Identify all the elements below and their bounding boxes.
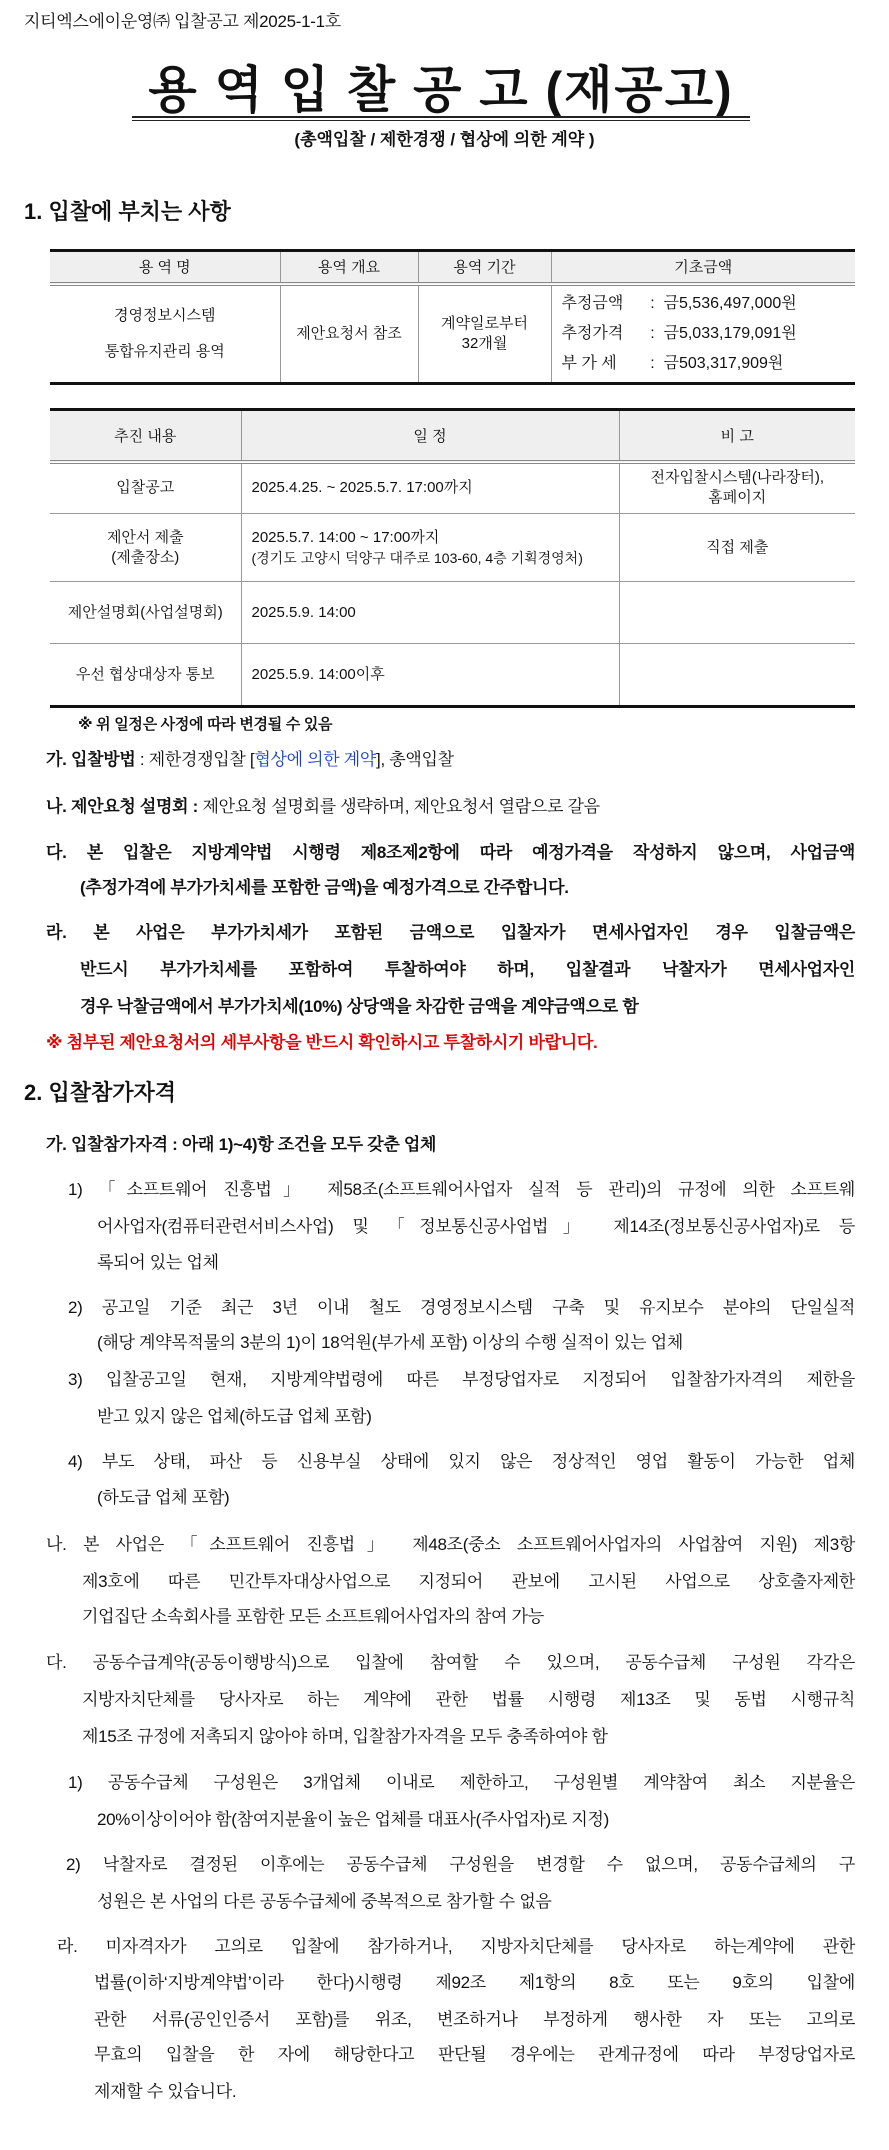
paragraph-line: 2) 낙찰자로 결정된 이후에는 공동수급체 구성원을 변경할 수 없으며, 공동수급체의 구 <box>66 1855 855 1874</box>
bid-method-text: ], 총액입찰 <box>376 750 454 769</box>
period-line: 계약일로부터 <box>441 314 528 332</box>
fee-label: 추정금액 <box>561 294 624 312</box>
paragraph-line: 2) 공고일 기준 최근 3년 이내 철도 경영정보시스템 구축 및 유지보수 분야의 단일실적 <box>68 1298 855 1317</box>
proposal-briefing <box>46 795 600 819</box>
col-header-period: 용역 기간 <box>418 251 551 284</box>
fee-label: 부 가 세 <box>561 354 617 372</box>
paragraph-line: 나. 본 사업은 「소프트웨어 진흥법」 제48조(중소 소프트웨어사업자의 사업참여 지원) 제3항 <box>46 1535 855 1554</box>
paragraph-line: 3) 입찰공고일 현재, 지방계약법령에 따른 부정당업자로 지정되어 입찰참가자격의 제한을 <box>68 1370 855 1389</box>
bid-method-label: 가. 입찰방법 <box>46 750 136 769</box>
paragraph-line: (하도급 업체 포함) <box>97 1488 230 1507</box>
service-name-line: 통합유지관리 용역 <box>104 342 225 360</box>
fee-value: 금5,033,179,091원 <box>663 324 797 342</box>
fee-row-estimated-amount <box>562 289 856 319</box>
period-cell <box>418 284 551 384</box>
remarks-cell <box>619 644 855 707</box>
col-header-base-amount: 기초금액 <box>551 251 855 284</box>
paragraph-line: (해당 계약목적물의 3분의 1)이 18억원(부가세 포함) 이상의 수행 실적이 있는 업체 <box>97 1333 683 1352</box>
remarks-line: 홈페이지 <box>708 489 767 507</box>
bid-method <box>46 748 454 772</box>
fee-value: 금5,536,497,000원 <box>663 294 797 312</box>
schedule-cell: 2025.4.25. ~ 2025.5.7. 17:00까지 <box>241 462 619 514</box>
proposal-briefing-text: 제안요청 설명회를 생략하며, 제안요청서 열람으로 갈음 <box>198 797 600 816</box>
paragraph-line: 다. 본 입찰은 지방계약법 시행령 제8조제2항에 따라 예정가격을 작성하지 않으며, 사업금액 <box>46 843 855 862</box>
schedule-line: 2025.5.7. 14:00 ~ 17:00까지 <box>251 528 440 546</box>
page-subtitle: (총액입찰 / 제한경쟁 / 협상에 의한 계약 ) <box>294 130 595 149</box>
paragraph-line: 1) 공동수급체 구성원은 3개업체 이내로 제한하고, 구성원별 계약참여 최소 지분율은 <box>68 1773 855 1792</box>
table-row <box>50 582 855 644</box>
paragraph-line: (추정가격에 부가가치세를 포함한 금액)을 예정가격으로 간주합니다. <box>80 878 569 897</box>
paragraph-line: 다. 공동수급계약(공동이행방식)으로 입찰에 참여할 수 있으며, 공동수급체 구성원 각각은 <box>46 1653 855 1672</box>
paragraph-line: 제3호에 따른 민간투자대상사업으로 지정되어 관보에 고시된 사업으로 상호출자제한 <box>82 1572 855 1591</box>
base-amount-cell <box>551 284 855 384</box>
paragraph-line: 록되어 있는 업체 <box>97 1253 219 1272</box>
paragraph-line: 제15조 규정에 저촉되지 않아야 하며, 입찰참가자격을 모두 충족하여야 함 <box>82 1727 608 1746</box>
section2-heading: 2. 입찰참가자격 <box>24 1080 176 1105</box>
paragraph-line: 무효의 입찰을 한 자에 해당한다고 판단될 경우에는 관계규정에 따라 부정당업자로 <box>94 2045 855 2064</box>
period-line: 32개월 <box>461 334 508 352</box>
paragraph-line: 제재할 수 있습니다. <box>94 2082 237 2101</box>
remarks-cell <box>619 582 855 644</box>
table-row <box>50 644 855 707</box>
remarks-line: 전자입찰시스템(나라장터), <box>650 469 825 487</box>
col-header-name: 용 역 명 <box>50 251 280 284</box>
service-name-line: 경영정보시스템 <box>114 306 216 324</box>
paragraph-line: 관한 서류(공인인증서 포함)를 위조, 변조하거나 부정하게 행사한 자 또는 고의로 <box>94 2010 855 2029</box>
notice-number: 지티엑스에이운영㈜ 입찰공고 제2025-1-1호 <box>24 12 341 31</box>
col-header-task: 추진 내용 <box>50 410 241 462</box>
fee-label: 추정가격 <box>561 324 624 342</box>
schedule-table <box>50 408 855 708</box>
paragraph-line: 받고 있지 않은 업체(하도급 업체 포함) <box>97 1407 372 1426</box>
bid-method-text: : 제한경쟁입찰 [ <box>135 750 255 769</box>
schedule-line: (경기도 고양시 덕양구 대주로 103-60, 4층 기획경영처) <box>251 549 583 566</box>
task-cell <box>50 514 241 582</box>
paragraph-line: 경우 낙찰금액에서 부가가치세(10%) 상당액을 차감한 금액을 계약금액으로 함 <box>80 997 639 1016</box>
paragraph-line: 성원은 본 사업의 다른 공동수급체에 중복적으로 참가할 수 없음 <box>97 1892 552 1911</box>
service-name-cell <box>50 284 280 384</box>
col-header-remarks: 비 고 <box>619 410 855 462</box>
task-cell: 우선 협상대상자 통보 <box>50 644 241 707</box>
fee-colon: : <box>650 324 655 342</box>
col-header-overview: 용역 개요 <box>280 251 418 284</box>
remarks-cell: 직접 제출 <box>619 514 855 582</box>
proposal-briefing-label: 나. 제안요청 설명회 : <box>46 797 199 816</box>
fee-colon: : <box>650 354 655 372</box>
paragraph-line: 어사업자(컴퓨터관련서비스사업) 및 「정보통신공사업법」 제14조(정보통신공사업자)로 등 <box>97 1217 855 1236</box>
paragraph-line: 4) 부도 상태, 파산 등 신용부실 상태에 있지 않은 정상적인 영업 활동이 가능한 업체 <box>68 1452 855 1471</box>
task-cell: 입찰공고 <box>50 462 241 514</box>
table-row <box>50 514 855 582</box>
task-cell: 제안설명회(사업설명회) <box>50 582 241 644</box>
paragraph-line: 라. 미자격자가 고의로 입찰에 참가하거나, 지방자치단체를 당사자로 하는계약에 관한 <box>57 1937 855 1956</box>
warning-note: ※ 첨부된 제안요청서의 세부사항을 반드시 확인하시고 투찰하시기 바랍니다. <box>46 1033 598 1052</box>
remarks-cell <box>619 462 855 514</box>
schedule-cell <box>241 514 619 582</box>
fee-value: 금503,317,909원 <box>663 354 784 372</box>
bid-method-highlight: 협상에 의한 계약 <box>254 750 377 769</box>
schedule-note: ※ 위 일정은 사정에 따라 변경될 수 있음 <box>78 716 333 733</box>
fee-row-estimated-price <box>562 319 856 349</box>
col-header-schedule: 일 정 <box>241 410 619 462</box>
table-row <box>50 462 855 514</box>
qualification-title: 가. 입찰참가자격 : 아래 1)~4)항 조건을 모두 갖춘 업체 <box>46 1135 437 1154</box>
fee-colon: : <box>650 294 655 312</box>
task-line: (제출장소) <box>111 548 180 566</box>
paragraph-line: 반드시 부가가치세를 포함하여 투찰하여야 하며, 입찰결과 낙찰자가 면세사업자인 <box>80 960 855 979</box>
paragraph-line: 법률(이하‘지방계약법’이라 한다)시행령 제92조 제1항의 8호 또는 9호의 입찰에 <box>94 1973 855 1992</box>
fee-row-vat <box>562 349 856 379</box>
schedule-cell: 2025.5.9. 14:00이후 <box>241 644 619 707</box>
section1-heading: 1. 입찰에 부치는 사항 <box>24 199 231 224</box>
paragraph-line: 라. 본 사업은 부가가치세가 포함된 금액으로 입찰자가 면세사업자인 경우 입찰금액은 <box>46 923 855 942</box>
paragraph-line: 20%이상이어야 함(참여지분율이 높은 업체를 대표사(주사업자)로 지정) <box>97 1810 609 1829</box>
title-underline <box>132 116 750 121</box>
overview-cell: 제안요청서 참조 <box>280 284 418 384</box>
paragraph-line: 1) 「소프트웨어 진흥법」 제58조(소프트웨어사업자 실적 등 관리)의 규정에 의한 소프트웨 <box>68 1180 855 1199</box>
page-title: 용 역 입 찰 공 고 (재공고) <box>148 62 734 118</box>
paragraph-line: 지방자치단체를 당사자로 하는 계약에 관한 법률 시행령 제13조 및 동법 시행규칙 <box>82 1690 855 1709</box>
paragraph-line: 기업집단 소속회사를 포함한 모든 소프트웨어사업자의 참여 가능 <box>82 1607 544 1626</box>
schedule-cell: 2025.5.9. 14:00 <box>241 582 619 644</box>
task-line: 제안서 제출 <box>106 528 184 546</box>
service-summary-table <box>50 249 855 385</box>
